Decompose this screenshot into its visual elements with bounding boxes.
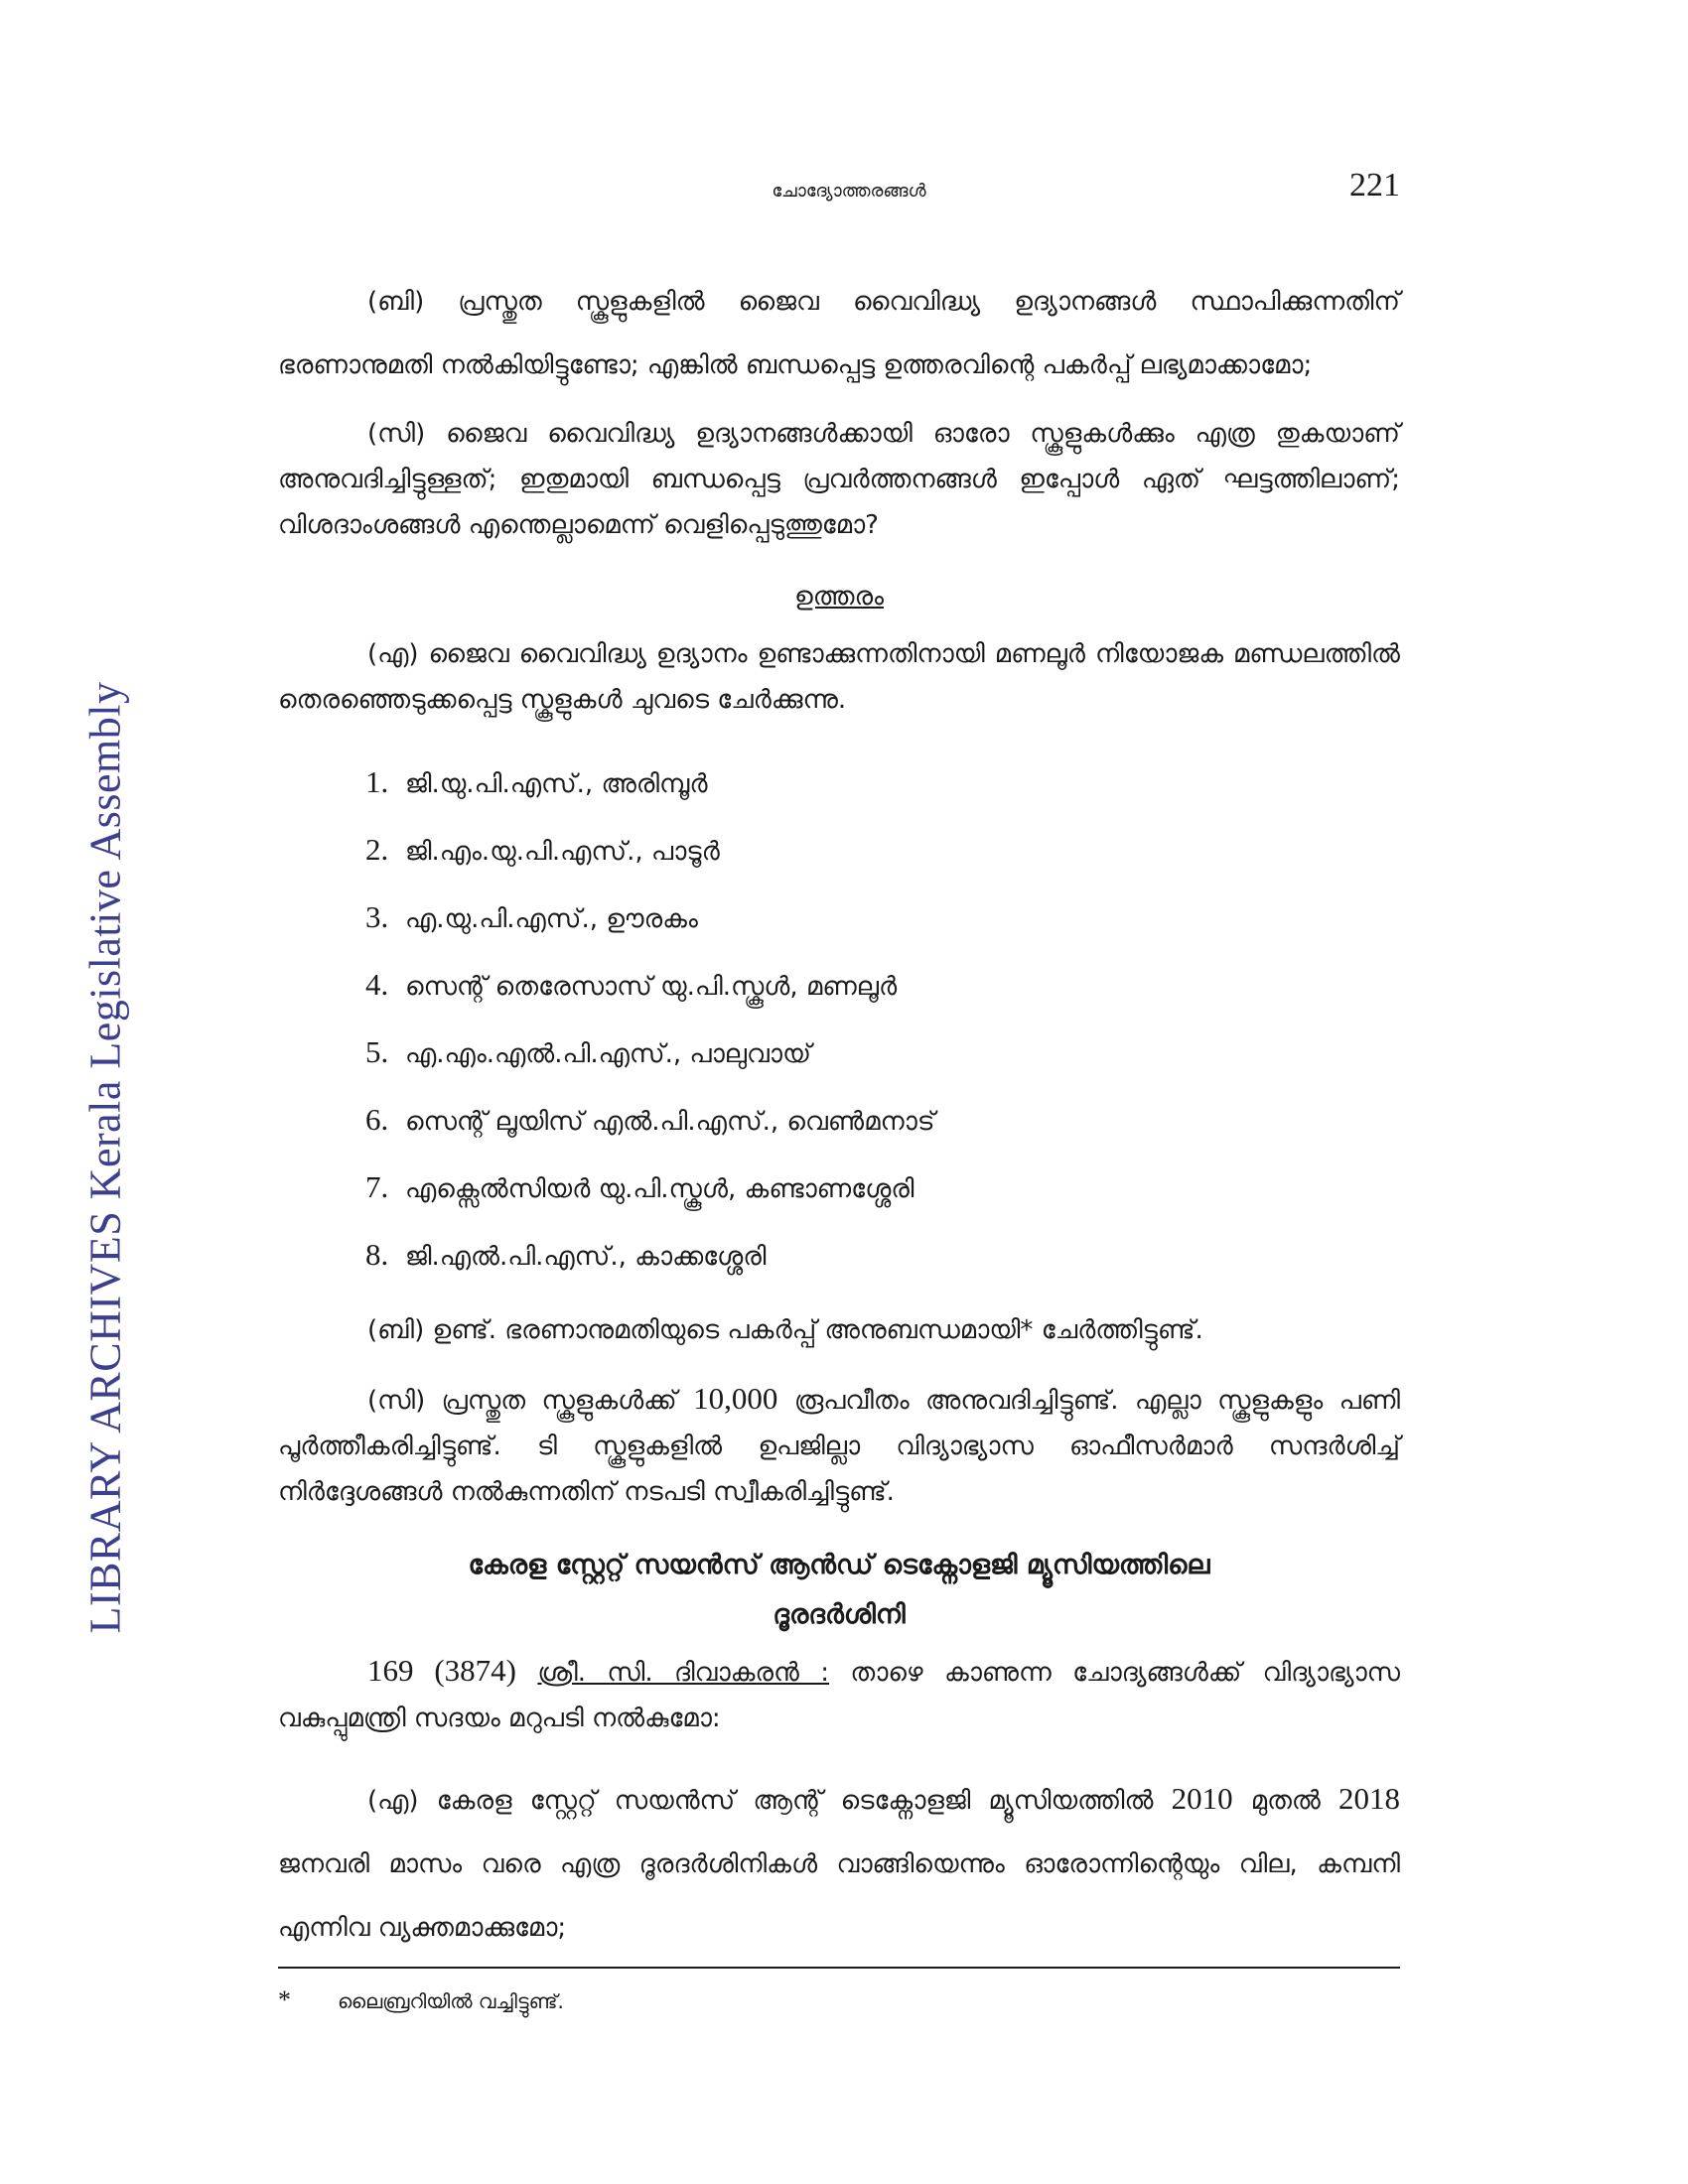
question-lead: താഴെ കാണുന്ന ചോദ്യങ്ങൾക്ക് വിദ്യാഭ്യാസ വകുപ്പുമന്ത്രി സദയം മറുപടി നൽകുമോ:	[278, 1658, 1401, 1733]
list-item-school: എക്സെൽസിയർ യു.പി.സ്കൂൾ, കണ്ടാണശ്ശേരി	[405, 1174, 914, 1204]
list-item	[365, 1154, 1400, 1221]
answer-part-a: (എ) ജൈവ വൈവിദ്ധ്യ ഉദ്യാനം ഉണ്ടാക്കുന്നതിനായി മണലൂർ നിയോജക മണ്ഡലത്തിൽ തെരഞ്ഞെടുക്കപ്പെട്ട സ്കൂളുകൾ ചുവടെ ചേർക്കുന്നു.	[278, 639, 1400, 715]
list-item	[365, 749, 1400, 816]
list-item-school: സെന്റ് തെരേസാസ് യു.പി.സ്കൂൾ, മണലൂർ	[405, 972, 898, 1002]
page-number: 221	[1349, 167, 1400, 204]
school-list	[278, 749, 1400, 1289]
footnote	[278, 1985, 564, 2015]
page-body	[278, 270, 1400, 1974]
library-archives-watermark: LIBRARY ARCHIVES Kerala Legislative Assembly	[80, 681, 130, 1634]
list-item-number: 3.	[365, 899, 389, 934]
list-item-number: 1.	[365, 764, 389, 799]
question-169-part-a	[278, 1767, 1400, 1960]
list-item-school: എ.എം.എൽ.പി.എസ്., പാലുവായ്	[405, 1039, 811, 1069]
part-a-suffix: ജനവരി മാസം വരെ എത്ര ദൂരദർശിനികൾ വാങ്ങിയെന്നും ഓരോന്നിന്റെയും വില, കമ്പനി എന്നിവ വ്യക്തമാക്കുമോ;	[278, 1849, 1400, 1943]
question-part-b: (ബി) പ്രസ്തുത സ്കൂളുകളിൽ ജൈവ വൈവിദ്ധ്യ ഉദ്യാനങ്ങൾ സ്ഥാപിക്കുന്നതിന് ഭരണാനുമതി നൽകിയിട്ടുണ്ടോ; എങ്കിൽ ബന്ധപ്പെട്ട ഉത്തരവിന്റെ പകർപ്പ് ലഭ്യമാക്കാമോ;	[278, 287, 1400, 380]
list-item-number: 8.	[365, 1237, 389, 1272]
list-item	[365, 884, 1400, 951]
list-item-number: 7.	[365, 1169, 389, 1204]
list-item-school: ജി.എം.യു.പി.എസ്., പാടൂർ	[405, 837, 720, 867]
section-title	[278, 1541, 1400, 1640]
section-title-line-2: ദൂരദർശിനി	[773, 1599, 906, 1630]
section-title-line-1: കേരള സ്റ്റേറ്റ് സയൻസ് ആൻഡ് ടെക്നോളജി മ്യൂസിയത്തിലെ	[468, 1550, 1210, 1580]
question-part-c: (സി) ജൈവ വൈവിദ്ധ്യ ഉദ്യാനങ്ങൾക്കായി ഓരോ സ്കൂളുകൾക്കും എത്ര തുകയാണ് അനുവദിച്ചിട്ടുള്ളത്; ഇതുമായി ബന്ധപ്പെട്ട പ്രവർത്തനങ്ങൾ ഇപ്പോൾ ഏത് ഘട്ടത്തിലാണ്; വിശദാംശങ്ങൾ എന്തെല്ലാമെന്ന് വെളിപ്പെടുത്തുമോ?	[278, 419, 1400, 540]
list-item-school: സെന്റ് ലൂയിസ് എൽ.പി.എസ്., വെൺമനാട്	[405, 1107, 935, 1137]
footnote-mark: *	[278, 1985, 291, 2014]
list-item-number: 6.	[365, 1102, 389, 1137]
part-a-mid: മുതൽ	[1250, 1786, 1321, 1816]
list-item	[365, 951, 1400, 1019]
list-item-number: 4.	[365, 967, 389, 1002]
question-number: 169 (3874)	[367, 1653, 516, 1688]
list-item-school: ജി.എൽ.പി.എസ്., കാക്കശ്ശേരി	[405, 1242, 767, 1272]
running-title: ചോദ്യോത്തരങ്ങൾ	[772, 181, 926, 202]
answer-part-c	[278, 1376, 1400, 1515]
footnote-divider	[278, 1967, 1400, 1969]
answer-part-b: (ബി) ഉണ്ട്. ഭരണാനുമതിയുടെ പകർപ്പ് അനുബന്ധമായി* ചേർത്തിട്ടുണ്ട്.	[367, 1315, 1203, 1345]
answer-heading: ഉത്തരം	[794, 582, 884, 612]
footnote-text: ലൈബ്രറിയിൽ വച്ചിട്ടുണ്ട്.	[338, 1989, 564, 2013]
part-a-prefix: (എ) കേരള സ്റ്റേറ്റ് സയൻസ് ആന്റ് ടെക്നോളജി മ്യൂസിയത്തിൽ	[367, 1786, 1154, 1816]
answer-c-prefix: (സി) പ്രസ്തുത സ്കൂളുകൾക്ക്	[367, 1386, 677, 1416]
list-item-number: 5.	[365, 1034, 389, 1069]
list-item-school: എ.യു.പി.എസ്., ഊരകം	[405, 904, 698, 934]
running-header	[278, 167, 1420, 216]
year-to: 2018	[1338, 1781, 1401, 1816]
answer-c-amount: 10,000	[693, 1381, 778, 1416]
list-item	[365, 1019, 1400, 1086]
asker-name: ശ്രീ. സി. ദിവാകരൻ :	[537, 1658, 830, 1688]
list-item-school: ജി.യു.പി.എസ്., അരിമ്പൂർ	[405, 769, 708, 799]
list-item	[365, 1221, 1400, 1289]
year-from: 2010	[1171, 1781, 1233, 1816]
answer-c-suffix: രൂപവീതം അനുവദിച്ചിട്ടുണ്ട്. എല്ലാ സ്കൂളുകളും പണി പൂർത്തീകരിച്ചിട്ടുണ്ട്. ടി സ്കൂളുകളിൽ ഉപജില്ലാ വിദ്യാഭ്യാസ ഓഫീസർമാർ സന്ദർശിച്ച് നിർദ്ദേശങ്ങൾ നൽകുന്നതിന് നടപടി സ്വീകരിച്ചിട്ടുണ്ട്.	[278, 1386, 1400, 1507]
list-item	[365, 1086, 1400, 1154]
list-item-number: 2.	[365, 832, 389, 867]
list-item	[365, 816, 1400, 884]
question-169-intro	[278, 1648, 1400, 1741]
